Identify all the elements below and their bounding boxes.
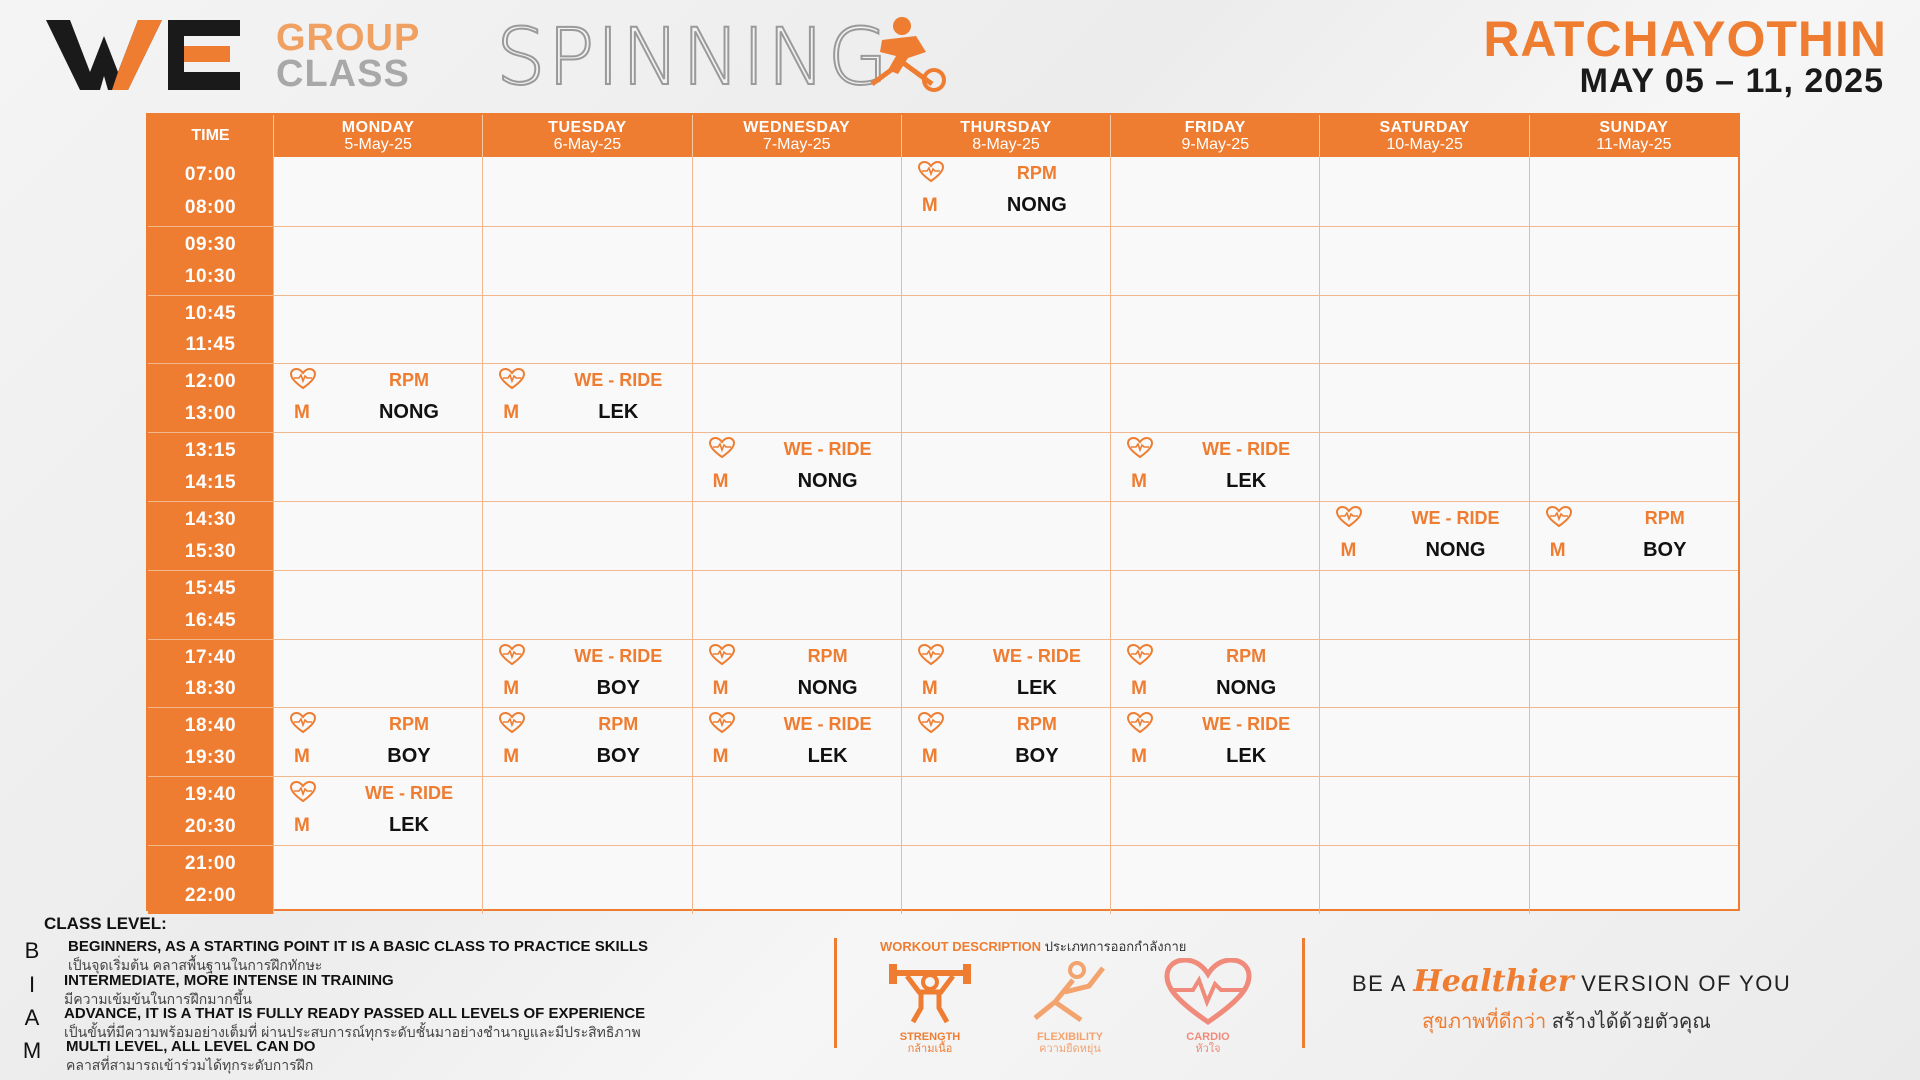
schedule-cell (1319, 433, 1528, 501)
schedule-cell (273, 364, 482, 432)
class-name: WE - RIDE (364, 783, 453, 804)
schedule-cell (901, 846, 1110, 914)
schedule-cell (273, 640, 482, 708)
coach-name: LEK (598, 401, 639, 424)
time-cell (148, 157, 273, 226)
schedule-cell (482, 777, 691, 845)
schedule-cell (1319, 227, 1528, 295)
class-entry[interactable] (274, 364, 482, 432)
schedule-cell (273, 227, 482, 295)
cardio-heart-icon (709, 437, 735, 459)
level-letter: I (28, 972, 36, 997)
cardio-heart-icon (1127, 644, 1153, 666)
end-time: 11:45 (185, 334, 236, 356)
level-description: MULTI LEVEL, ALL LEVEL CAN DO (66, 1038, 316, 1055)
day-name: THURSDAY (960, 119, 1052, 136)
schedule-cell (692, 227, 901, 295)
footer-divider (1302, 938, 1305, 1048)
coach-name: LEK (1016, 676, 1057, 699)
level-description: ADVANCE, IT IS A THAT IS FULLY READY PASSED ALL LEVELS OF EXPERIENCE (64, 1005, 646, 1022)
class-level: M (293, 402, 310, 424)
schedule-cell (901, 571, 1110, 639)
start-time: 15:45 (184, 577, 237, 599)
class-name: WE - RIDE (1202, 714, 1291, 735)
footer-divider (834, 938, 837, 1048)
strength-icon (885, 958, 975, 1026)
end-time: 22:00 (184, 884, 237, 906)
time-cell (148, 846, 273, 914)
coach-name: NONG (1006, 194, 1067, 216)
workout-title-en: WORKOUT DESCRIPTION (880, 939, 1042, 954)
table-row (148, 707, 1738, 776)
class-name: RPM (388, 714, 429, 735)
workout-label: FLEXIBILITY (1037, 1031, 1103, 1043)
schedule-cell (1529, 296, 1738, 364)
end-time: 10:30 (184, 265, 237, 287)
class-name: RPM (1016, 163, 1057, 183)
schedule-cell (692, 364, 901, 432)
workout-cardio (1158, 958, 1258, 1055)
start-time: 17:40 (184, 646, 237, 668)
start-time: 21:00 (184, 852, 237, 874)
day-header-sunday (1529, 115, 1738, 157)
time-cell (148, 227, 273, 295)
cardio-heart-icon (290, 781, 316, 803)
class-level: M (1131, 746, 1147, 768)
coach-name: NONG (1425, 538, 1486, 561)
slogan-script: Healthier (1413, 964, 1574, 999)
schedule-cell (692, 708, 901, 776)
start-time: 09:30 (184, 233, 237, 255)
schedule-cell (273, 433, 482, 501)
schedule-cell (1110, 571, 1319, 639)
day-name: SATURDAY (1379, 119, 1470, 136)
schedule-cell (273, 157, 482, 226)
class-entry[interactable] (902, 157, 1110, 226)
class-level: M (712, 746, 729, 768)
table-row (148, 226, 1738, 295)
class-level: M (712, 677, 729, 699)
branch-name: RATCHAYOTHIN (1483, 11, 1887, 67)
day-date: 5-May-25 (344, 136, 412, 153)
class-entry[interactable] (693, 640, 901, 708)
schedule-cell (1110, 708, 1319, 776)
day-header-thursday (901, 115, 1110, 157)
time-column-header: TIME (191, 127, 230, 144)
level-letter: B (24, 938, 40, 963)
schedule-cell (1319, 777, 1528, 845)
we-logo (46, 14, 246, 94)
date-range: MAY 05 – 11, 2025 (1579, 62, 1884, 100)
class-level: M (712, 471, 729, 493)
start-time: 12:00 (184, 371, 237, 393)
class-entry[interactable] (274, 708, 482, 776)
end-time: 19:30 (184, 747, 237, 769)
schedule-cell (482, 846, 691, 914)
coach-name: LEK (1226, 745, 1267, 768)
class-entry[interactable] (1111, 640, 1319, 708)
class-entry[interactable] (1320, 502, 1528, 570)
end-time: 18:30 (184, 678, 237, 700)
schedule-cell (273, 571, 482, 639)
table-row (148, 776, 1738, 845)
class-level: M (503, 746, 520, 768)
schedule-cell (1319, 364, 1528, 432)
schedule-cell (273, 846, 482, 914)
level-description: INTERMEDIATE, MORE INTENSE IN TRAINING (64, 972, 394, 989)
day-header-tuesday (482, 115, 691, 157)
table-row (148, 570, 1738, 639)
schedule-cell (901, 433, 1110, 501)
cardio-heart-icon (1127, 712, 1153, 734)
time-cell (148, 433, 273, 501)
table-row (148, 845, 1738, 914)
schedule-cell (1529, 157, 1738, 226)
class-entry[interactable] (1111, 708, 1319, 776)
schedule-cell (901, 502, 1110, 570)
table-header (148, 115, 1738, 157)
end-time: 15:30 (184, 540, 237, 562)
coach-name: BOY (596, 676, 640, 699)
group-class-title (276, 17, 421, 95)
class-level: M (503, 402, 520, 424)
end-time: 16:45 (184, 609, 237, 631)
class-entry[interactable] (483, 364, 691, 432)
schedule-cell (1529, 708, 1738, 776)
class-name: RPM (807, 645, 848, 666)
workout-label-thai: กล้ามเนื้อ (907, 1043, 953, 1055)
time-cell (148, 708, 273, 776)
schedule-cell (1110, 364, 1319, 432)
end-time: 13:00 (184, 403, 237, 425)
class-entry[interactable] (902, 708, 1110, 776)
class-level: M (293, 815, 310, 837)
day-header-friday (1110, 115, 1319, 157)
end-time: 20:30 (184, 816, 237, 837)
coach-name: NONG (797, 470, 858, 493)
day-date: 11-May-25 (1596, 136, 1672, 153)
schedule-cell (1529, 364, 1738, 432)
schedule-cell (901, 227, 1110, 295)
schedule-cell (1319, 571, 1528, 639)
schedule-cell (482, 296, 691, 364)
level-description-thai: เป็นจุดเริ่มต้น คลาสพื้นฐานในการฝึกทักษะ (68, 957, 323, 973)
cardio-heart-icon (709, 644, 735, 666)
day-date: 9-May-25 (1181, 136, 1250, 153)
class-level: M (1131, 471, 1147, 493)
schedule-cell (901, 364, 1110, 432)
time-cell (148, 777, 273, 845)
schedule-cell (1319, 708, 1528, 776)
flexibility-icon (1025, 958, 1115, 1026)
workout-label-thai: หัวใจ (1195, 1043, 1221, 1055)
table-row (148, 432, 1738, 501)
coach-name: NONG (797, 676, 858, 699)
schedule-cell (692, 296, 901, 364)
class-entry[interactable] (483, 708, 691, 776)
schedule-table (146, 113, 1740, 911)
day-name: MONDAY (341, 119, 415, 136)
level-description-thai: มีความเข้มข้นในการฝึกมากขึ้น (64, 991, 252, 1007)
schedule-cell (482, 708, 691, 776)
coach-name: BOY (387, 745, 431, 768)
table-body (148, 157, 1738, 914)
schedule-cell (273, 502, 482, 570)
cardio-heart-icon (1127, 437, 1153, 459)
schedule-cell (1110, 157, 1319, 226)
class-entry[interactable] (902, 640, 1110, 708)
schedule-cell (901, 708, 1110, 776)
day-header-saturday (1319, 115, 1528, 157)
table-row (148, 157, 1738, 226)
workout-title-thai: ประเภทการออกกำลังกาย (1044, 939, 1187, 954)
schedule-cell (1110, 296, 1319, 364)
schedule-cell (1319, 846, 1528, 914)
schedule-cell (273, 777, 482, 845)
cardio-heart-icon (499, 712, 525, 734)
day-header-monday (273, 115, 482, 157)
schedule-cell (482, 502, 691, 570)
day-date: 8-May-25 (972, 136, 1040, 153)
coach-name: LEK (388, 814, 429, 837)
coach-name: LEK (1226, 470, 1267, 493)
schedule-cell (1529, 433, 1738, 501)
schedule-cell (692, 640, 901, 708)
schedule-cell (273, 296, 482, 364)
class-name: WE - RIDE (1411, 507, 1500, 528)
schedule-cell (692, 502, 901, 570)
class-level: M (921, 195, 938, 216)
schedule-cell (1319, 157, 1528, 226)
day-name: WEDNESDAY (743, 119, 851, 136)
workout-flexibility (1020, 958, 1120, 1055)
schedule-cell (901, 157, 1110, 226)
class-level: M (1131, 677, 1147, 699)
class-name: RPM (1644, 507, 1685, 528)
schedule-cell (1529, 571, 1738, 639)
schedule-cell (1110, 777, 1319, 845)
cardio-heart-icon (290, 712, 316, 734)
schedule-cell (1529, 846, 1738, 914)
class-name: WE - RIDE (574, 645, 663, 666)
schedule-cell (1110, 640, 1319, 708)
class-level: M (1549, 539, 1566, 561)
table-row (148, 363, 1738, 432)
day-date: 6-May-25 (553, 136, 622, 153)
cardio-heart-icon (499, 368, 525, 390)
day-header-wednesday (692, 115, 901, 157)
day-date: 10-May-25 (1386, 136, 1463, 153)
schedule-cell (482, 571, 691, 639)
level-description: BEGINNERS, AS A STARTING POINT IT IS A BASIC CLASS TO PRACTICE SKILLS (68, 938, 649, 955)
spinning-title: SPINNING (496, 13, 891, 103)
schedule-cell (901, 777, 1110, 845)
schedule-cell (692, 433, 901, 501)
schedule-cell (1529, 777, 1738, 845)
workout-label-thai: ความยืดหยุ่น (1039, 1043, 1101, 1055)
schedule-cell (482, 433, 691, 501)
day-name: FRIDAY (1184, 119, 1246, 136)
class-level: M (503, 677, 520, 699)
start-time: 07:00 (184, 164, 237, 186)
cardio-heart-icon (290, 368, 316, 390)
schedule-cell (482, 364, 691, 432)
slogan-thai (1422, 1005, 1711, 1037)
start-time: 10:45 (184, 302, 237, 324)
schedule-cell (1110, 433, 1319, 501)
start-time: 13:15 (184, 440, 237, 462)
schedule-cell (273, 708, 482, 776)
coach-name: NONG (378, 401, 439, 424)
workout-label: STRENGTH (899, 1031, 961, 1043)
schedule-cell (901, 640, 1110, 708)
class-entry[interactable] (1530, 502, 1738, 570)
time-cell (148, 502, 273, 570)
slogan-suffix: VERSION OF YOU (1581, 971, 1792, 996)
class-level: M (293, 746, 310, 768)
schedule-cell (482, 157, 691, 226)
schedule-cell (1110, 227, 1319, 295)
coach-name: BOY (1015, 745, 1059, 768)
level-description-thai: คลาสที่สามารถเข้าร่วมได้ทุกระดับการฝึก (66, 1057, 314, 1073)
schedule-cell (482, 640, 691, 708)
workout-description-title (880, 936, 1186, 957)
class-name: RPM (1226, 645, 1267, 666)
spinning-bike-icon (842, 12, 962, 92)
start-time: 18:40 (184, 715, 237, 737)
class-name: WE - RIDE (992, 645, 1081, 666)
cardio-heart-icon (918, 161, 944, 183)
slogan (1352, 964, 1791, 999)
slogan-prefix: BE A (1352, 971, 1406, 996)
table-row (148, 639, 1738, 708)
schedule-cell (1319, 502, 1528, 570)
slogan-thai-dark: สร้างได้ด้วยตัวคุณ (1551, 1011, 1711, 1033)
schedule-cell (1110, 502, 1319, 570)
schedule-cell (692, 846, 901, 914)
class-name: WE - RIDE (574, 370, 663, 391)
schedule-cell (1319, 640, 1528, 708)
class-entry[interactable] (274, 777, 482, 845)
time-cell (148, 640, 273, 708)
class-name: WE - RIDE (1202, 439, 1291, 460)
time-cell (148, 364, 273, 432)
class-entry[interactable] (693, 708, 901, 776)
schedule-cell (901, 296, 1110, 364)
level-description-thai: เป็นขั้นที่มีความพร้อมอย่างเต็มที่ ผ่านประสบการณ์ทุกระดับชั้นมาอย่างชำนาญและมีประสิทธิภาพ (64, 1024, 641, 1040)
cardio-heart-icon (1546, 506, 1572, 528)
schedule-cell (692, 571, 901, 639)
day-name: SUNDAY (1599, 119, 1669, 136)
class-entry[interactable] (693, 433, 901, 501)
class-name: RPM (388, 370, 429, 391)
coach-name: NONG (1216, 676, 1277, 699)
class-level: M (921, 746, 938, 768)
coach-name: BOY (596, 745, 640, 768)
table-row (148, 501, 1738, 570)
time-cell (148, 571, 273, 639)
day-name: TUESDAY (548, 119, 627, 136)
class-level-title: CLASS LEVEL: (44, 914, 167, 933)
cardio-heart-icon (499, 644, 525, 666)
schedule-cell (692, 777, 901, 845)
cardio-heart-icon (709, 712, 735, 734)
start-time: 14:30 (184, 508, 237, 530)
end-time: 14:15 (184, 472, 237, 494)
class-entry[interactable] (1111, 433, 1319, 501)
class-entry[interactable] (483, 640, 691, 708)
class-name: RPM (1016, 714, 1057, 735)
class-name: WE - RIDE (783, 714, 872, 735)
class-name: RPM (598, 714, 639, 735)
cardio-heart-icon (918, 712, 944, 734)
workout-strength (880, 958, 980, 1055)
coach-name: BOY (1643, 538, 1687, 561)
schedule-cell (1110, 846, 1319, 914)
cardio-heart-icon (918, 644, 944, 666)
schedule-cell (1319, 296, 1528, 364)
cardio-heart-icon (1336, 506, 1362, 528)
cardio-icon (1163, 958, 1253, 1026)
workout-label: CARDIO (1186, 1031, 1230, 1043)
schedule-cell (1529, 640, 1738, 708)
table-row (148, 295, 1738, 364)
time-cell (148, 296, 273, 364)
start-time: 19:40 (184, 784, 237, 806)
schedule-cell (1529, 227, 1738, 295)
slogan-thai-orange: สุขภาพที่ดีกว่า (1422, 1011, 1547, 1033)
level-letter: M (22, 1038, 42, 1063)
day-date: 7-May-25 (762, 136, 831, 153)
coach-name: LEK (807, 745, 848, 768)
class-level: M (921, 677, 938, 699)
group-label: GROUP (276, 17, 421, 59)
end-time: 08:00 (184, 196, 237, 218)
level-letter: A (24, 1005, 40, 1030)
class-label: CLASS (276, 53, 410, 95)
class-level: M (1340, 539, 1357, 561)
class-name: WE - RIDE (783, 439, 872, 460)
schedule-cell (1529, 502, 1738, 570)
schedule-cell (692, 157, 901, 226)
schedule-cell (482, 227, 691, 295)
